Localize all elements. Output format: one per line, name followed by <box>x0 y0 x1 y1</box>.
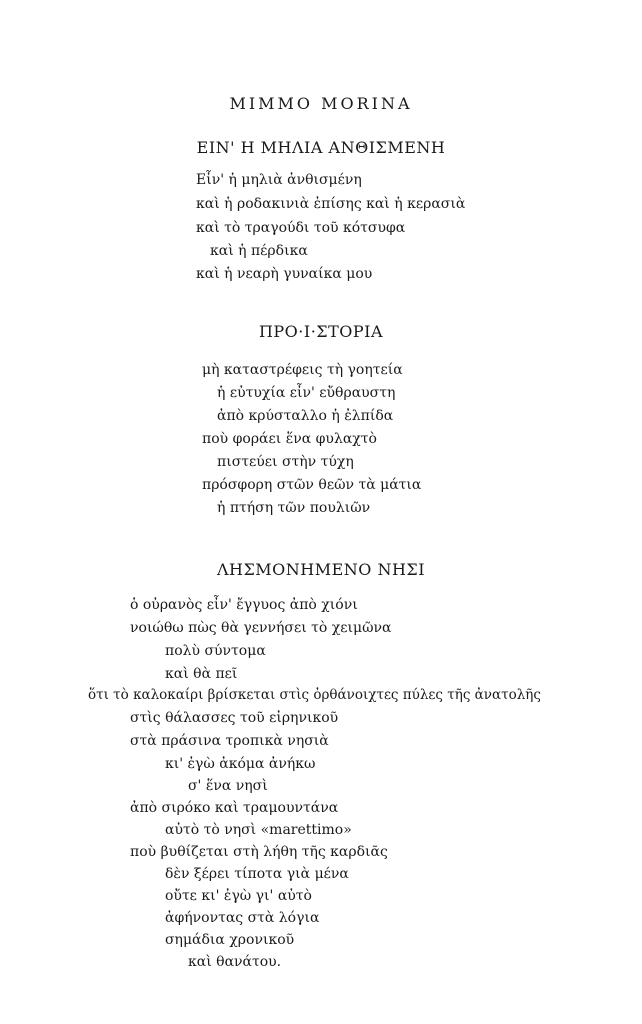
poem-line: οὔτε κι' ἐγὼ γι' αὐτὸ <box>165 888 312 904</box>
poem-line: νοιώθω πὼς θὰ γεννήσει τὸ χειμῶνα <box>130 620 392 636</box>
poem-line: πολὺ σύντομα <box>165 643 266 659</box>
poem-line: αὐτὸ τὸ νησὶ «marettimo» <box>165 822 352 838</box>
poem-line: σ' ἕνα νησὶ <box>188 778 268 794</box>
author-name: MIMMO MORINA <box>229 94 413 113</box>
poem-line: καὶ ἡ ροδακινιὰ ἐπίσης καὶ ἡ κερασιὰ <box>196 196 466 212</box>
poem-line: καὶ θὰ πεῖ <box>165 666 238 682</box>
poem-line: καὶ τὸ τραγούδι τοῦ κότσυφα <box>196 220 406 236</box>
poem-title: ΛΗΣΜΟΝΗΜΕΝΟ ΝΗΣΙ <box>216 560 426 579</box>
poem-line: κι' ἐγὼ ἀκόμα ἀνήκω <box>165 756 316 772</box>
poem-line: πιστεύει στὴν τύχη <box>217 454 354 470</box>
poem-line: ἡ πτήση τῶν πουλιῶν <box>217 500 371 516</box>
poem-line: ποὺ φοράει ἕνα φυλαχτὸ <box>202 431 377 447</box>
poem-title: ΕΙΝ' Η ΜΗΛΙΑ ΑΝΘΙΣΜΕΝΗ <box>196 138 446 157</box>
poem-line: Εἶν' ἡ μηλιὰ ἀνθισμένη <box>196 172 362 188</box>
poem-line: πρόσφορη στῶν θεῶν τὰ μάτια <box>202 477 422 493</box>
poem-line: στὰ πράσινα τροπικὰ νησιὰ <box>130 733 329 749</box>
poem-line: ἀπὸ κρύσταλλο ἡ ἐλπίδα <box>217 408 394 424</box>
poem-line: καὶ θανάτου. <box>188 954 282 970</box>
poem-line: ποὺ βυθίζεται στὴ λήθη τῆς καρδιᾶς <box>130 844 388 860</box>
poem-line: καὶ ἡ νεαρὴ γυναίκα μου <box>196 266 373 282</box>
poem-line: ὅτι τὸ καλοκαίρι βρίσκεται στὶς ὀρθάνοιχτες πύλες τῆς ἀνατολῆς <box>88 687 541 703</box>
poem-line: ἀφήνοντας στὰ λόγια <box>165 910 320 926</box>
poem-line: καὶ ἡ πέρδικα <box>210 243 308 259</box>
poem-line: ἡ εὐτυχία εἶν' εὔθραυστη <box>217 385 396 401</box>
poem-line: στὶς θάλασσες τοῦ εἰρηνικοῦ <box>130 710 339 726</box>
poem-line: δὲν ξέρει τίποτα γιὰ μένα <box>165 866 349 882</box>
poem-title: ΠΡΟ·Ι·ΣΤΟΡΙΑ <box>258 322 384 341</box>
poem-line: ὁ οὐρανὸς εἶν' ἔγγυος ἀπὸ χιόνι <box>130 597 358 613</box>
poem-line: ἀπὸ σιρόκο καὶ τραμουντάνα <box>130 800 339 816</box>
poem-line: σημάδια χρονικοῦ <box>165 932 295 948</box>
poem-line: μὴ καταστρέφεις τὴ γοητεία <box>202 362 403 378</box>
